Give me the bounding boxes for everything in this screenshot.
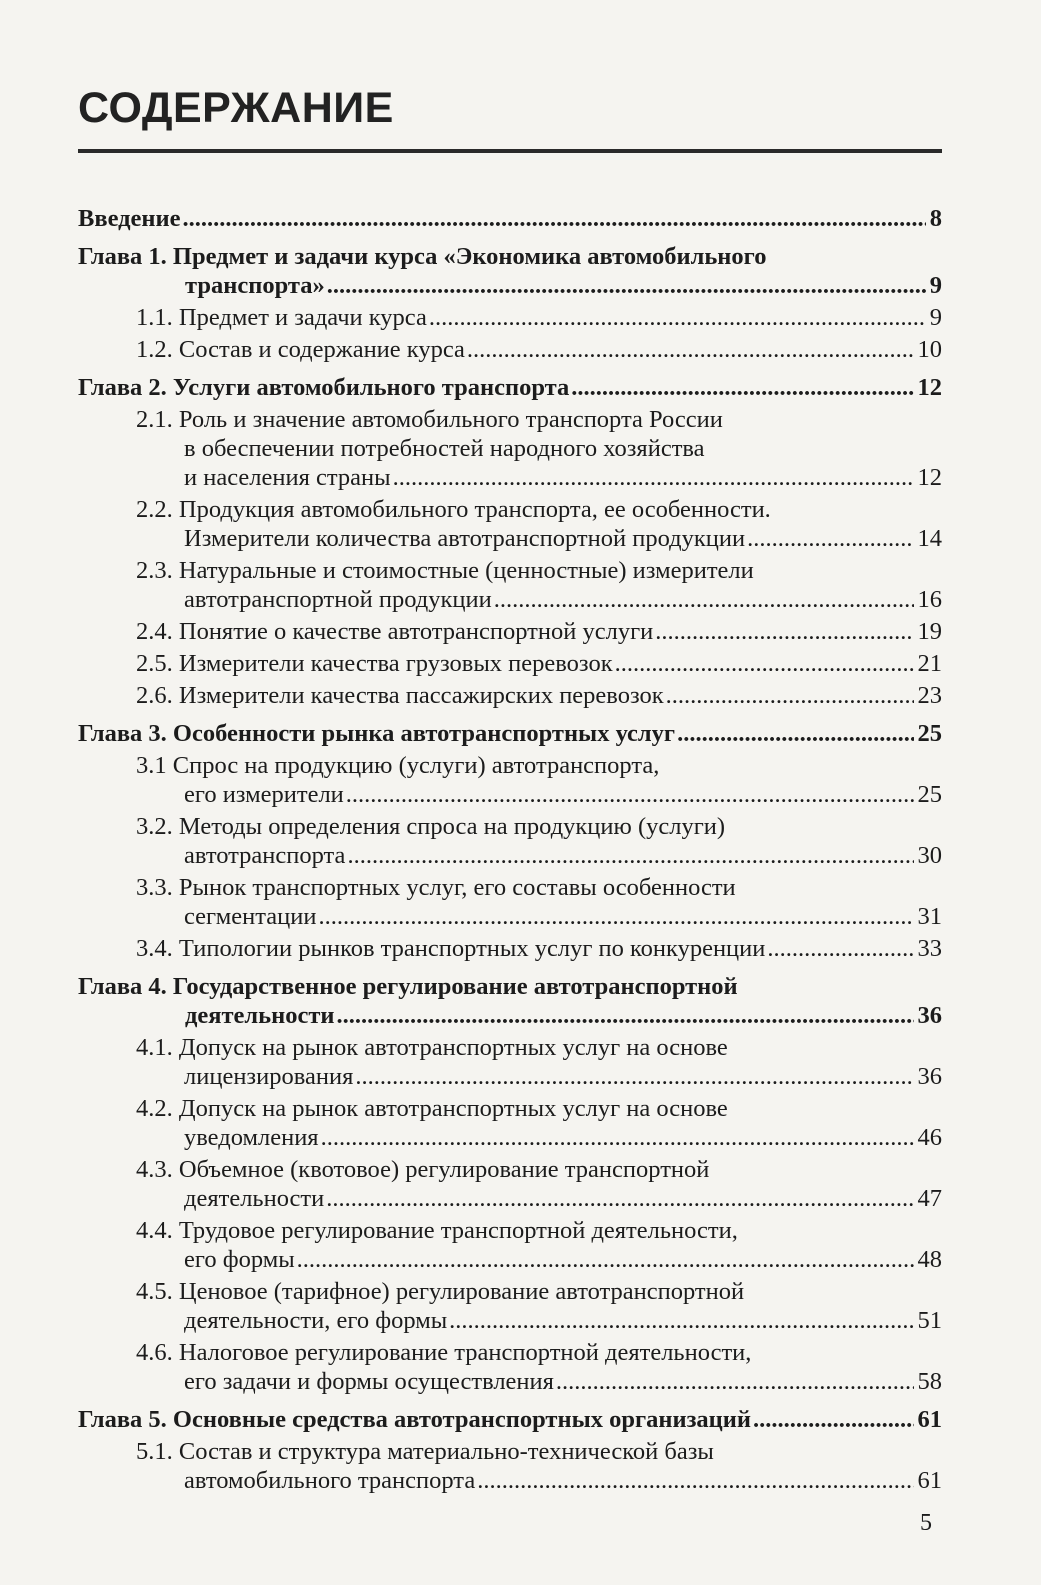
dot-leader	[571, 373, 913, 402]
toc-entry-text: Глава 4. Государственное регулирование автотранспортной	[78, 973, 738, 1000]
toc-page-number: 9	[929, 272, 942, 299]
toc-section-entry	[78, 1094, 942, 1152]
toc-entry-text: в обеспечении потребностей народного хозяйства	[184, 435, 705, 462]
toc-entry-text: его задачи и формы осуществления	[184, 1368, 554, 1395]
toc-section-entry	[78, 1033, 942, 1091]
dot-leader	[347, 841, 913, 870]
toc-page-number: 30	[917, 842, 942, 869]
toc-page-number: 33	[917, 935, 942, 962]
toc-section-entry	[78, 812, 942, 870]
toc-entry-text: 3.4. Типологии рынков транспортных услуг по конкуренции	[136, 935, 766, 962]
dot-leader	[393, 463, 914, 492]
toc-page-number: 9	[929, 304, 942, 331]
toc-page-number: 23	[917, 682, 942, 709]
toc-section-entry	[78, 934, 942, 963]
toc-section-entry	[78, 303, 942, 332]
toc-section-entry	[78, 1437, 942, 1495]
toc-entry-text: 3.2. Методы определения спроса на продукцию (услуги)	[136, 813, 726, 840]
toc-section-entry	[78, 556, 942, 614]
toc-section-entry	[78, 681, 942, 710]
toc-section-entry	[78, 1155, 942, 1213]
dot-leader	[326, 1184, 913, 1213]
dot-leader	[655, 617, 913, 646]
toc-entry-text: 2.1. Роль и значение автомобильного транспорта России	[136, 406, 723, 433]
toc-entry-text: уведомления	[184, 1124, 319, 1151]
toc-entry-text: 4.3. Объемное (квотовое) регулирование транспортной	[136, 1156, 710, 1183]
dot-leader	[429, 303, 926, 332]
toc-section-entry	[78, 335, 942, 364]
dot-leader	[677, 719, 913, 748]
toc-section-entry	[78, 649, 942, 678]
page-number: 5	[920, 1510, 932, 1536]
toc-entry-text: лицензирования	[184, 1063, 354, 1090]
toc-entry-text: 3.1 Спрос на продукцию (услуги) автотранспорта,	[136, 752, 660, 779]
toc-page-number: 19	[917, 618, 942, 645]
dot-leader	[747, 524, 913, 553]
toc-section-entry	[78, 1216, 942, 1274]
toc-entry-text: 3.3. Рынок транспортных услуг, его составы особенности	[136, 874, 736, 901]
toc-entry-text: 4.1. Допуск на рынок автотранспортных услуг на основе	[136, 1034, 728, 1061]
dot-leader	[615, 649, 914, 678]
toc-page-number: 25	[917, 720, 942, 747]
toc-page-number: 51	[917, 1307, 942, 1334]
toc-page-number: 48	[917, 1246, 942, 1273]
toc-entry-text: 2.4. Понятие о качестве автотранспортной услуги	[136, 618, 654, 645]
toc-section-entry	[78, 873, 942, 931]
toc-page-number: 14	[917, 525, 942, 552]
toc-section-entry	[78, 405, 942, 492]
toc-entry-text: 1.1. Предмет и задачи курса	[136, 304, 427, 331]
toc-page-number: 31	[917, 903, 942, 930]
toc-page-number: 58	[917, 1368, 942, 1395]
toc-section-entry	[78, 617, 942, 646]
toc-page-number: 25	[917, 781, 942, 808]
toc-entry-text: автотранспортной продукции	[184, 586, 492, 613]
toc-entry-text: Глава 1. Предмет и задачи курса «Экономика автомобильного	[78, 243, 767, 270]
dot-leader	[321, 1123, 914, 1152]
toc-entry-text: деятельности	[185, 1002, 335, 1029]
toc-entry-text: Глава 2. Услуги автомобильного транспорта	[78, 374, 570, 401]
toc-entry-text: 2.3. Натуральные и стоимостные (ценностные) измерители	[136, 557, 754, 584]
toc-page-number: 46	[917, 1124, 942, 1151]
dot-leader	[355, 1062, 913, 1091]
toc-page-number: 12	[917, 464, 942, 491]
toc-entry-text: его измерители	[184, 781, 344, 808]
toc-chapter-entry	[78, 719, 942, 748]
toc-page-number: 12	[917, 374, 942, 401]
table-of-contents	[78, 204, 942, 1495]
toc-page-number: 61	[917, 1467, 942, 1494]
toc-entry-text: 4.2. Допуск на рынок автотранспортных услуг на основе	[136, 1095, 728, 1122]
toc-entry-text: 1.2. Состав и содержание курса	[136, 336, 465, 363]
toc-page-number: 21	[917, 650, 942, 677]
toc-entry-text: Глава 3. Особенности рынка автотранспортных услуг	[78, 720, 676, 747]
toc-entry-text: деятельности	[184, 1185, 325, 1212]
dot-leader	[494, 585, 914, 614]
toc-section-entry	[78, 1338, 942, 1396]
toc-entry-text: 2.2. Продукция автомобильного транспорта, ее особенности.	[136, 496, 771, 523]
toc-chapter-entry	[78, 373, 942, 402]
dot-leader	[346, 780, 914, 809]
toc-page-number: 47	[917, 1185, 942, 1212]
dot-leader	[753, 1405, 913, 1434]
toc-page-number: 36	[917, 1002, 942, 1029]
dot-leader	[318, 902, 913, 931]
toc-page-number: 36	[917, 1063, 942, 1090]
toc-entry-text: 2.6. Измерители качества пассажирских перевозок	[136, 682, 664, 709]
dot-leader	[337, 1001, 914, 1030]
toc-entry-text: 2.5. Измерители качества грузовых перевозок	[136, 650, 613, 677]
dot-leader	[666, 681, 914, 710]
toc-entry-text: Введение	[78, 205, 181, 232]
dot-leader	[467, 335, 914, 364]
title-rule	[78, 149, 942, 153]
dot-leader	[183, 204, 926, 233]
toc-entry-text: 4.6. Налоговое регулирование транспортной деятельности,	[136, 1339, 752, 1366]
toc-entry-text: и населения страны	[184, 464, 391, 491]
toc-chapter-entry	[78, 204, 942, 233]
toc-entry-text: транспорта»	[185, 272, 325, 299]
toc-chapter-entry	[78, 972, 942, 1030]
toc-chapter-entry	[78, 1405, 942, 1434]
toc-page-number: 61	[917, 1406, 942, 1433]
toc-page-number: 16	[917, 586, 942, 613]
toc-entry-text: деятельности, его формы	[184, 1307, 448, 1334]
toc-page-number: 10	[917, 336, 942, 363]
dot-leader	[327, 271, 926, 300]
dot-leader	[477, 1466, 913, 1495]
dot-leader	[449, 1306, 913, 1335]
toc-entry-text: Глава 5. Основные средства автотранспортных организаций	[78, 1406, 752, 1433]
toc-page-number: 8	[929, 205, 942, 232]
toc-section-entry	[78, 751, 942, 809]
toc-entry-text: Измерители количества автотранспортной продукции	[184, 525, 746, 552]
dot-leader	[556, 1367, 914, 1396]
toc-section-entry	[78, 495, 942, 553]
toc-entry-text: 5.1. Состав и структура материально-технической базы	[136, 1438, 714, 1465]
toc-entry-text: 4.4. Трудовое регулирование транспортной деятельности,	[136, 1217, 738, 1244]
page-title: СОДЕРЖАНИЕ	[78, 84, 394, 132]
toc-section-entry	[78, 1277, 942, 1335]
toc-entry-text: автомобильного транспорта	[184, 1467, 476, 1494]
dot-leader	[297, 1245, 914, 1274]
toc-entry-text: автотранспорта	[184, 842, 346, 869]
toc-entry-text: сегментации	[184, 903, 317, 930]
toc-chapter-entry	[78, 242, 942, 300]
toc-entry-text: его формы	[184, 1246, 295, 1273]
toc-entry-text: 4.5. Ценовое (тарифное) регулирование автотранспортной	[136, 1278, 745, 1305]
dot-leader	[767, 934, 913, 963]
